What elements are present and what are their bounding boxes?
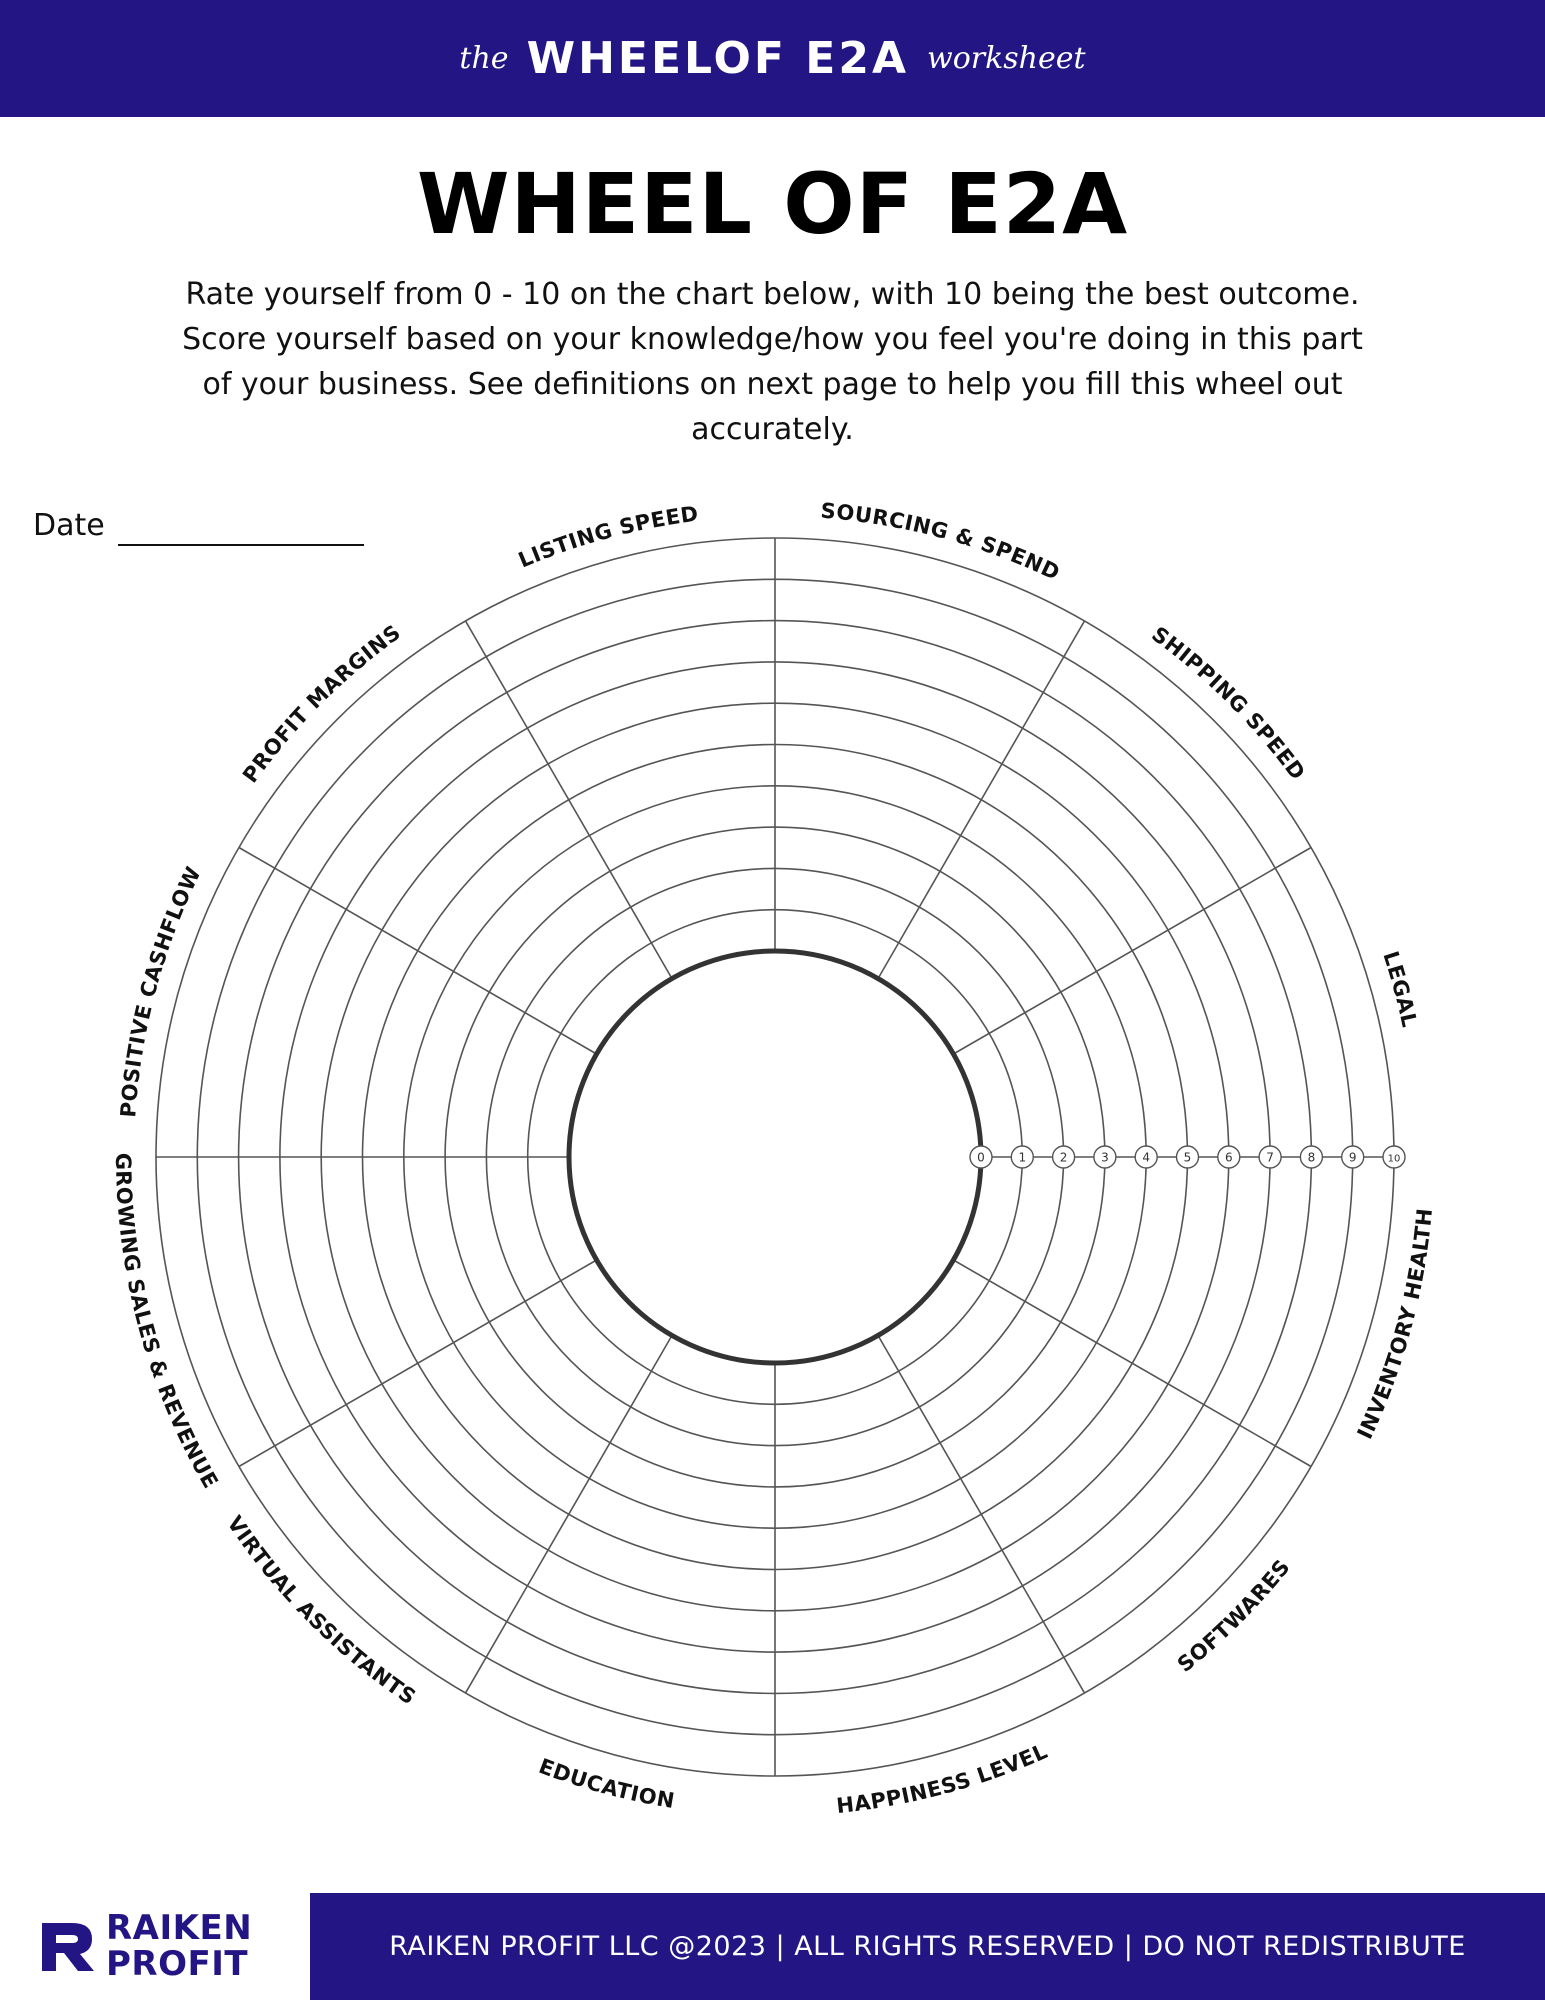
category-label-8 [222, 1512, 420, 1710]
category-label-text: INVENTORY HEALTH [1352, 1206, 1438, 1443]
page-title: WHEEL OF E2A [416, 155, 1129, 253]
wheel-spoke [878, 1335, 1085, 1693]
wheel-spoke [239, 848, 597, 1055]
scale-label-0: 0 [977, 1150, 985, 1165]
wheel-spoke [953, 1260, 1311, 1467]
banner-suffix: worksheet [927, 41, 1086, 76]
footer-bar [310, 1893, 1545, 2000]
scale-label-10: 10 [1387, 1153, 1401, 1165]
wheel-spoke [878, 621, 1085, 979]
category-label-text: SHIPPING SPEED [1147, 622, 1310, 785]
scale-label-4: 4 [1142, 1150, 1151, 1165]
scale-label-6: 6 [1224, 1150, 1233, 1165]
date-label: Date [33, 508, 105, 543]
banner-title: WHEELOF E2A [526, 33, 910, 84]
wheel-spoke [239, 1260, 597, 1467]
category-label-text: GROWING SALES & REVENUE [110, 1152, 223, 1493]
category-label-2 [1147, 622, 1310, 785]
category-label-4 [1353, 1207, 1437, 1443]
category-label-text: SOFTWARES [1172, 1554, 1295, 1677]
category-label-1 [820, 499, 1064, 586]
category-label-text: LISTING SPEED [514, 501, 700, 573]
category-label-9 [111, 1153, 223, 1493]
scale-label-9: 9 [1348, 1150, 1357, 1165]
scale-label-3: 3 [1101, 1150, 1109, 1165]
category-label-text: PROFIT MARGINS [238, 620, 406, 788]
raiken-logo-icon [38, 1917, 96, 1975]
category-label-text: HAPPINESS LEVEL [835, 1738, 1052, 1819]
scale-label-5: 5 [1183, 1150, 1192, 1165]
category-label-6 [835, 1739, 1051, 1818]
footer-logo [38, 1910, 252, 1982]
intro-paragraph: Rate yourself from 0 - 10 on the chart below, with 10 being the best outcome. Score yourself based on your knowledge/how you feel you're doing in this part of your business. See definitions on next page to help you fill this wheel out accurately. [182, 277, 1363, 447]
logo-line-1: RAIKEN [106, 1908, 253, 1948]
scale-label-2: 2 [1059, 1150, 1068, 1165]
wheel-spoke [953, 848, 1311, 1055]
wheel-spoke [466, 621, 673, 979]
logo-line-2: PROFIT [106, 1944, 249, 1984]
scale-label-1: 1 [1018, 1150, 1027, 1165]
category-label-3 [1378, 948, 1421, 1029]
scale-label-7: 7 [1266, 1150, 1274, 1165]
banner-prefix: the [459, 41, 509, 76]
footer-notice: RAIKEN PROFIT LLC @2023 | ALL RIGHTS RESERVED | DO NOT REDISTRIBUTE [389, 1931, 1466, 1962]
category-label-text: POSITIVE CASHFLOW [116, 862, 206, 1119]
wheel-spoke [466, 1335, 673, 1693]
category-label-text: VIRTUAL ASSISTANTS [222, 1511, 421, 1710]
scale-label-8: 8 [1307, 1150, 1316, 1165]
category-label-11 [238, 620, 405, 787]
category-label-text: SOURCING & SPEND [819, 498, 1064, 586]
category-label-text: EDUCATION [535, 1753, 677, 1814]
category-label-text: LEGAL [1378, 948, 1422, 1030]
wheel-hub [569, 951, 981, 1363]
category-label-7 [536, 1754, 677, 1813]
